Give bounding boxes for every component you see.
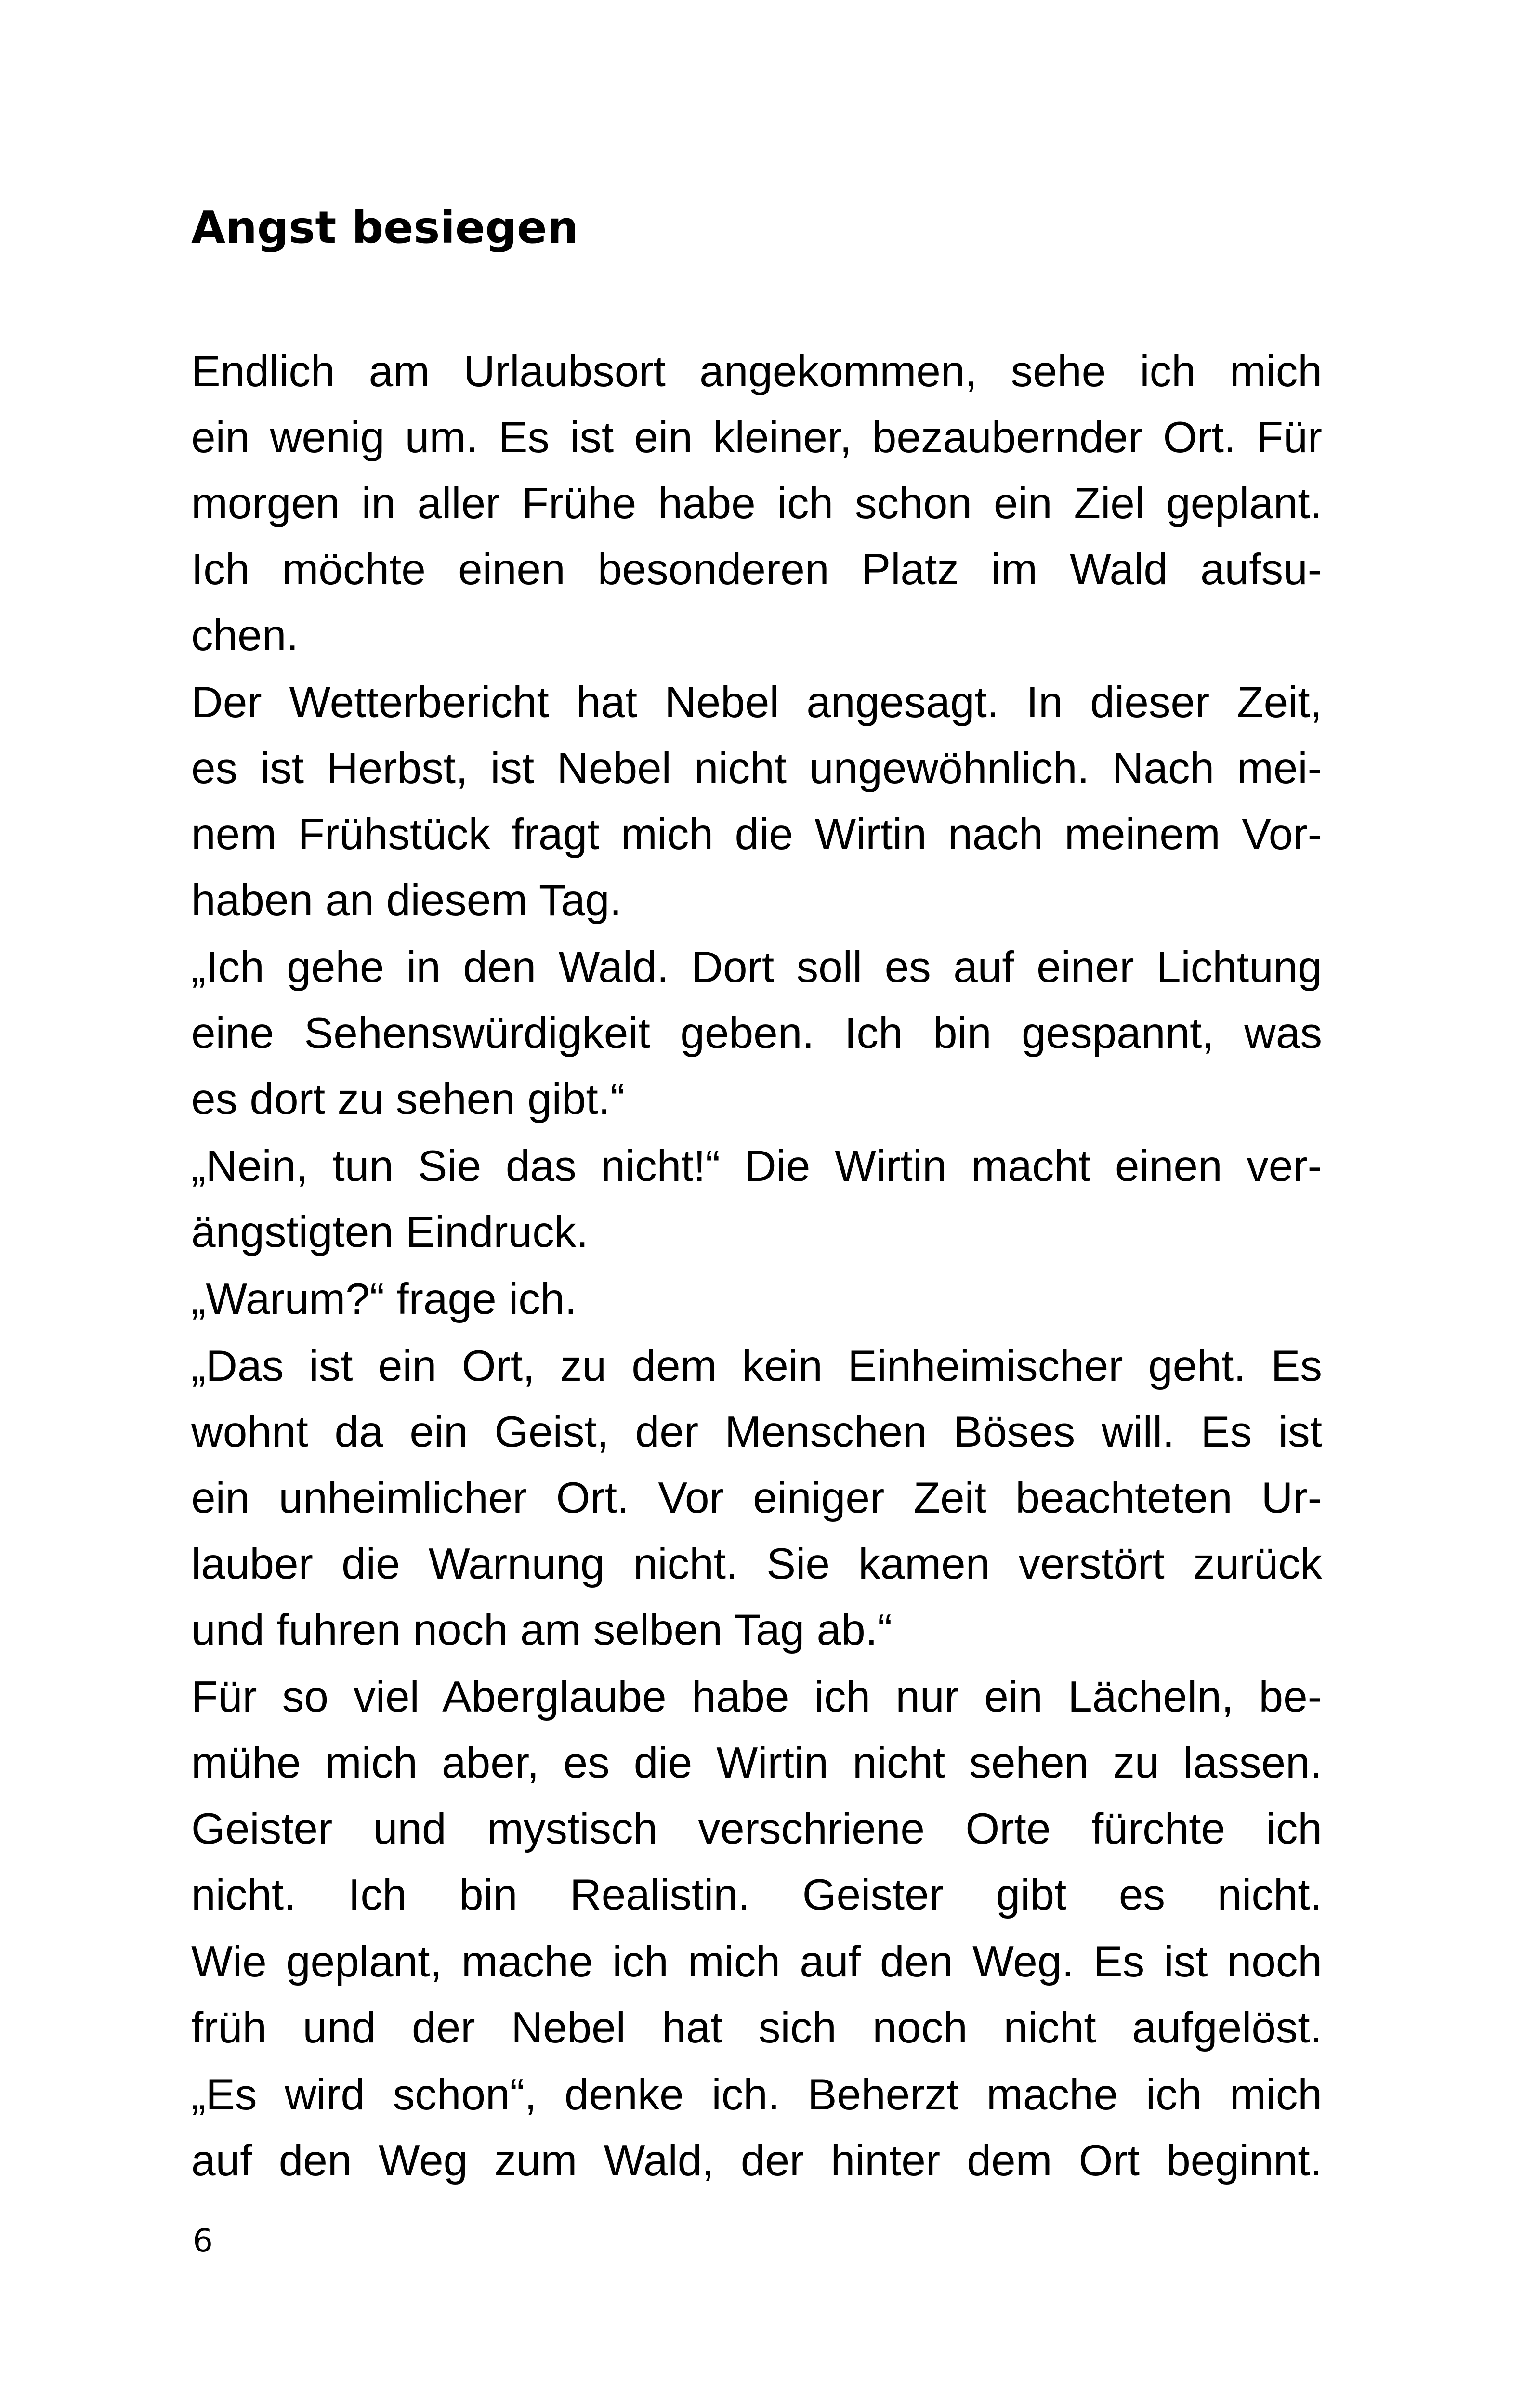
text-line: ein wenig um. Es ist ein kleiner, bezaubernder Ort. Für bbox=[191, 413, 1322, 462]
text-line: Für so viel Aberglaube habe ich nur ein Lächeln, be- bbox=[191, 1673, 1322, 1721]
text-line: auf den Weg zum Wald, der hinter dem Ort beginnt. bbox=[191, 2136, 1322, 2185]
text-line: „Das ist ein Ort, zu dem kein Einheimischer geht. Es bbox=[191, 1342, 1322, 1390]
text-line: Der Wetterbericht hat Nebel angesagt. In dieser Zeit, bbox=[191, 678, 1322, 727]
text-line: Geister und mystisch verschriene Orte fürchte ich bbox=[191, 1805, 1322, 1853]
paragraph bbox=[191, 339, 1322, 668]
paragraph bbox=[191, 2062, 1322, 2194]
paragraph bbox=[191, 934, 1322, 1132]
text-line: es ist Herbst, ist Nebel nicht ungewöhnlich. Nach mei- bbox=[191, 744, 1322, 793]
paragraph bbox=[191, 1333, 1322, 1663]
text-line: chen. bbox=[191, 611, 299, 660]
paragraph bbox=[191, 1266, 1322, 1332]
text-line: nicht. Ich bin Realistin. Geister gibt es nicht. bbox=[191, 1871, 1322, 1919]
text-line: morgen in aller Frühe habe ich schon ein Ziel geplant. bbox=[191, 479, 1322, 528]
text-line: ängstigten Eindruck. bbox=[191, 1208, 589, 1256]
chapter-title: Angst besiegen bbox=[191, 202, 579, 253]
paragraph bbox=[191, 669, 1322, 933]
text-line: „Ich gehe in den Wald. Dort soll es auf einer Lichtung bbox=[191, 943, 1322, 992]
text-line: Ich möchte einen besonderen Platz im Wald aufsu- bbox=[191, 545, 1322, 594]
text-line: ein unheimlicher Ort. Vor einiger Zeit beachteten Ur- bbox=[191, 1474, 1322, 1522]
text-line: lauber die Warnung nicht. Sie kamen verstört zurück bbox=[191, 1540, 1322, 1588]
page-number: 6 bbox=[193, 2222, 213, 2259]
text-line: mühe mich aber, es die Wirtin nicht sehen zu lassen. bbox=[191, 1739, 1322, 1787]
text-line: Endlich am Urlaubsort angekommen, sehe ich mich bbox=[191, 347, 1322, 396]
paragraph bbox=[191, 1929, 1322, 2061]
paragraph bbox=[191, 1133, 1322, 1265]
text-line: es dort zu sehen gibt.“ bbox=[191, 1075, 625, 1124]
text-line: wohnt da ein Geist, der Menschen Böses will. Es ist bbox=[191, 1408, 1322, 1456]
text-line: haben an diesem Tag. bbox=[191, 876, 622, 925]
text-line: nem Frühstück fragt mich die Wirtin nach meinem Vor- bbox=[191, 810, 1322, 859]
text-line: Wie geplant, mache ich mich auf den Weg. Es ist noch bbox=[191, 1937, 1322, 1986]
text-line: „Warum?“ frage ich. bbox=[191, 1275, 577, 1323]
chapter-body bbox=[191, 339, 1322, 2195]
paragraph bbox=[191, 1664, 1322, 1928]
text-line: „Es wird schon“, denke ich. Beherzt mache ich mich bbox=[191, 2070, 1322, 2119]
text-line: eine Sehenswürdigkeit geben. Ich bin gespannt, was bbox=[191, 1009, 1322, 1058]
text-line: „Nein, tun Sie das nicht!“ Die Wirtin macht einen ver- bbox=[191, 1142, 1322, 1191]
text-line: früh und der Nebel hat sich noch nicht aufgelöst. bbox=[191, 2003, 1322, 2052]
text-line: und fuhren noch am selben Tag ab.“ bbox=[191, 1606, 893, 1654]
